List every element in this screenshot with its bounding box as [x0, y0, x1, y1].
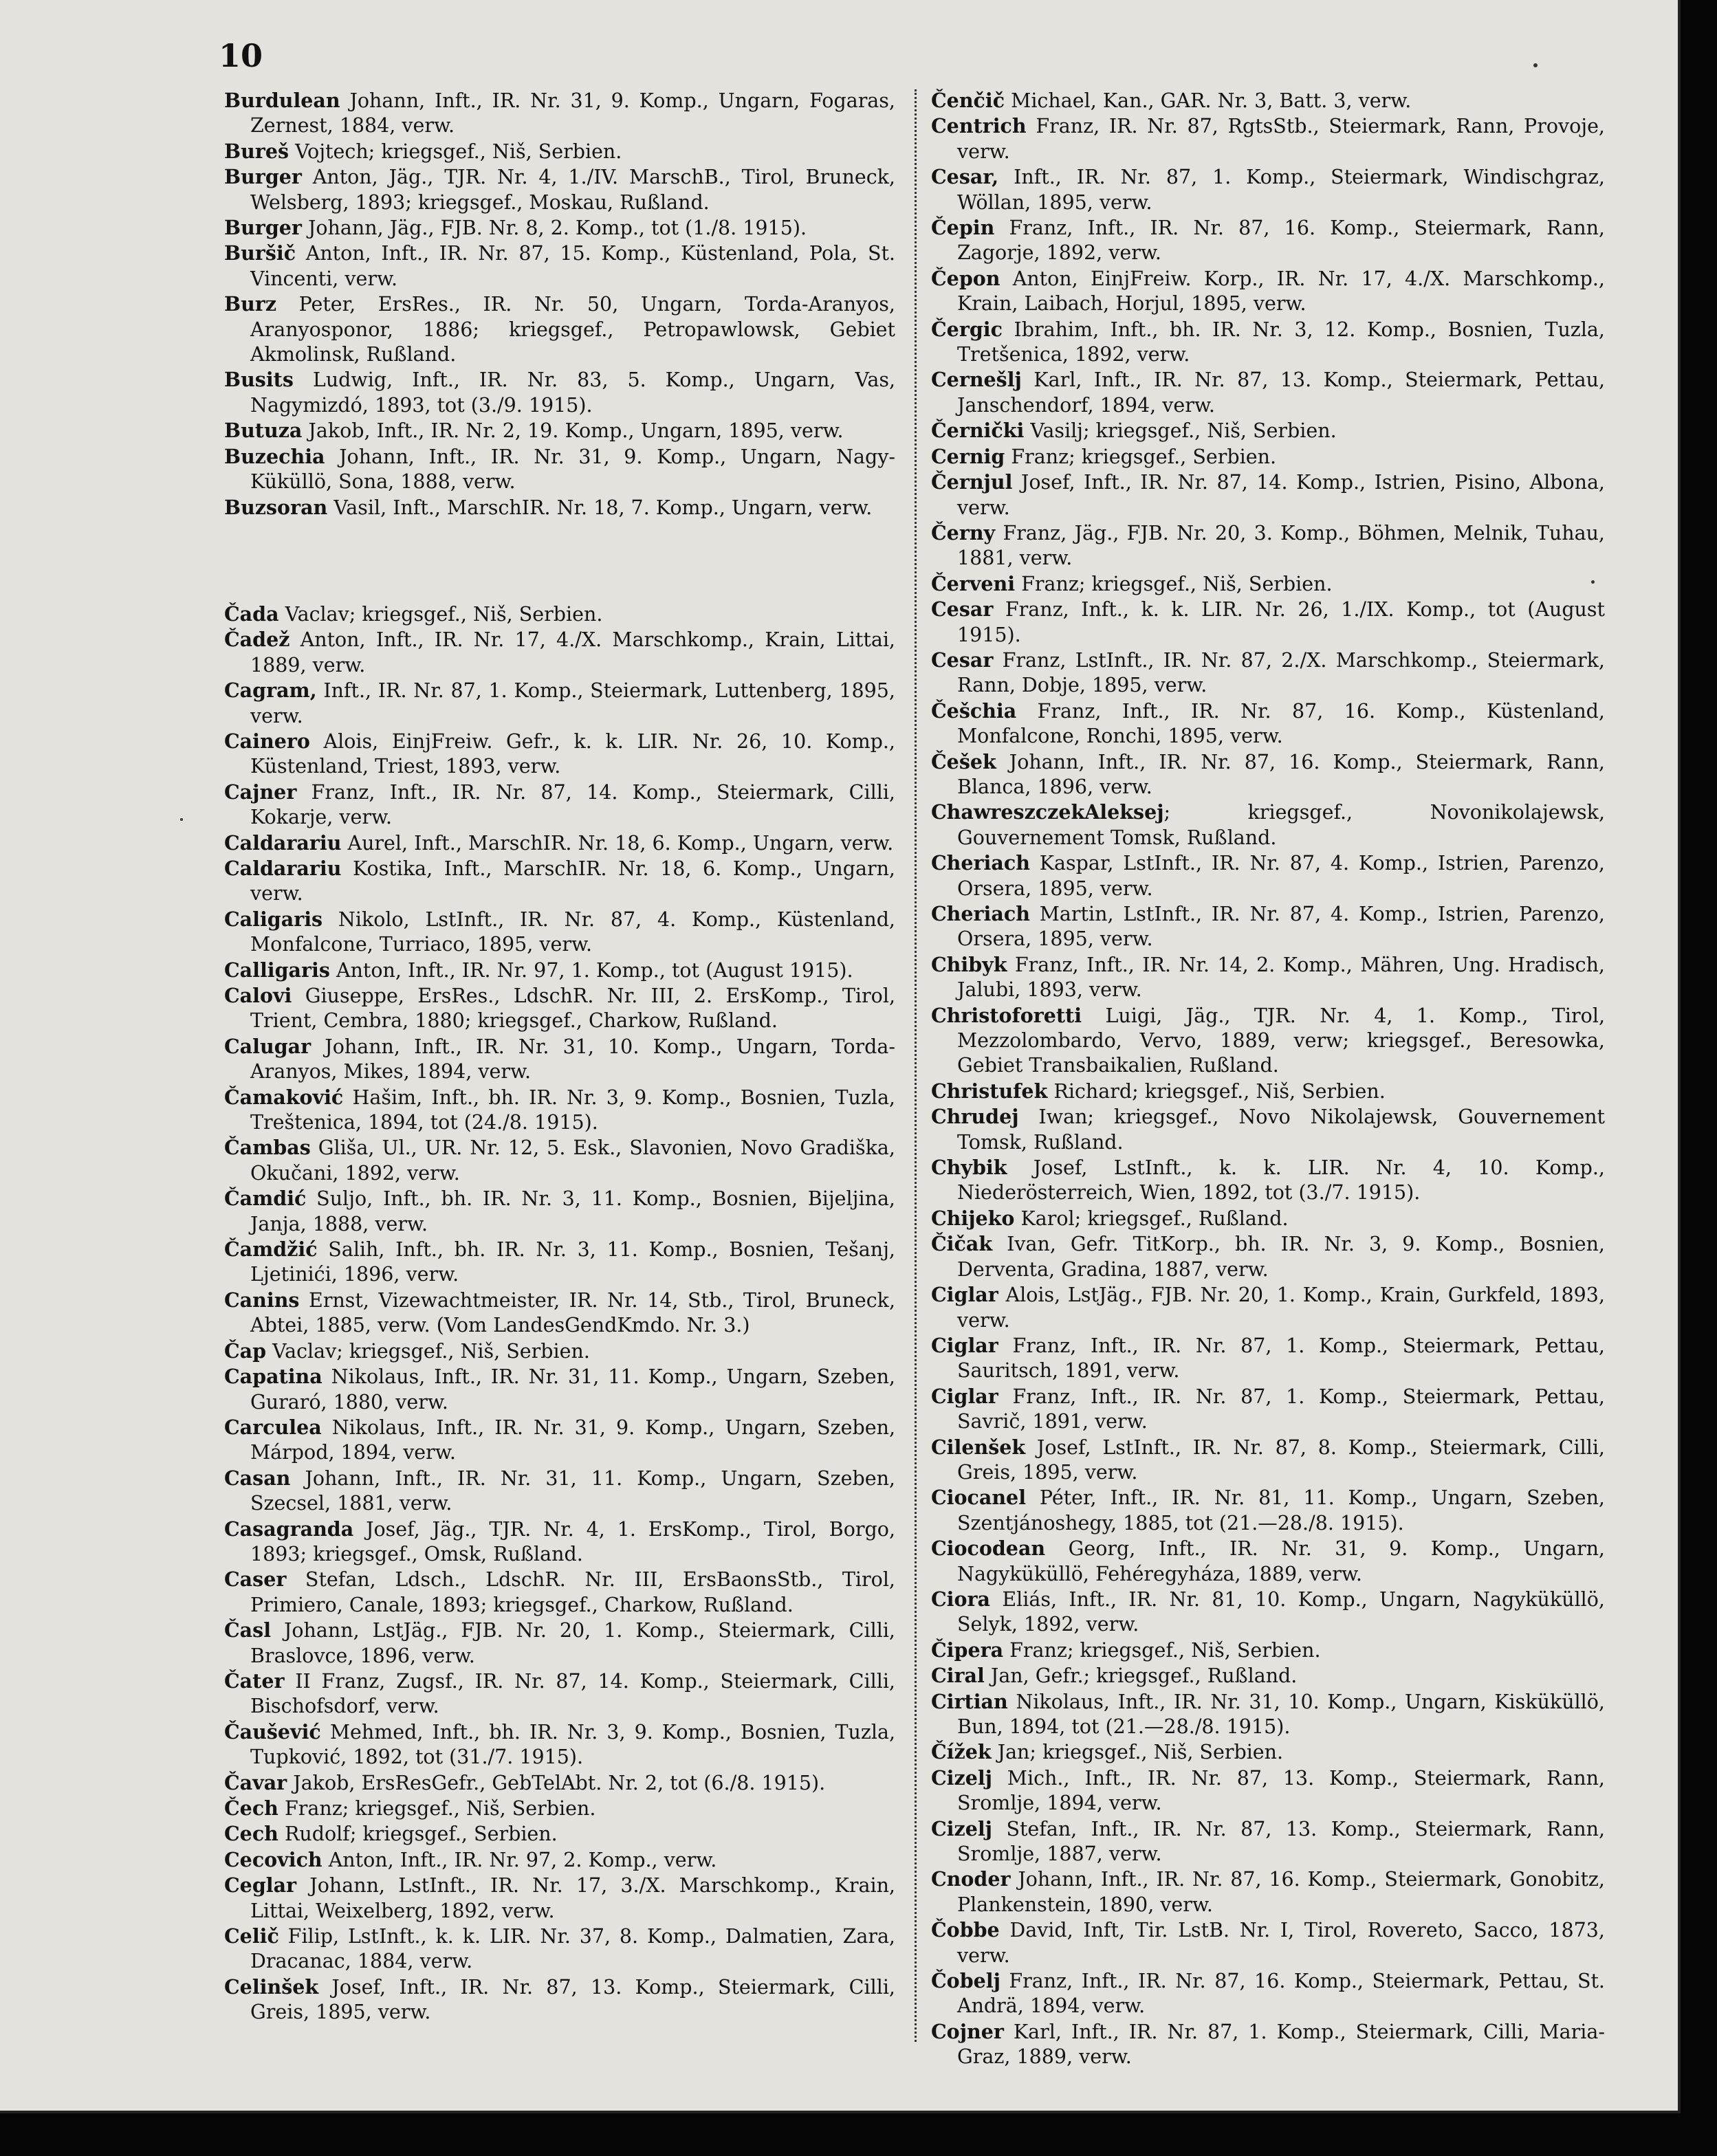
register-entry	[224, 1085, 895, 1136]
entry-details: Ernst, Vizewachtmeister, IR. Nr. 14, Stb., Tirol, Bruneck, Abtei, 1885, verw. (Vom LandesGendKmdo. Nr. 3.)	[250, 1288, 895, 1337]
entry-surname: Caldarariu	[224, 830, 342, 855]
register-entry	[931, 749, 1605, 800]
register-entry	[931, 1231, 1605, 1282]
register-entry	[931, 1333, 1605, 1384]
entry-surname: Capatina	[224, 1365, 322, 1389]
entry-surname: Calugar	[224, 1034, 311, 1058]
entry-surname: Černjul	[931, 470, 1013, 494]
entry-details: Franz, Inft., IR. Nr. 14, 2. Komp., Mähren, Ung. Hradisch, Jalubi, 1893, verw.	[957, 953, 1605, 1002]
register-entry	[931, 1816, 1605, 1867]
register-entry	[224, 1873, 895, 1924]
entry-surname: Canins	[224, 1288, 300, 1312]
entry-surname: Ciglar	[931, 1333, 998, 1357]
entry-details: Suljo, Inft., bh. IR. Nr. 3, 11. Komp., Bosnien, Bijeljina, Janja, 1888, verw.	[250, 1187, 895, 1235]
entry-details: Nikolo, LstInft., IR. Nr. 87, 4. Komp., Küstenland, Monfalcone, Turriaco, 1895, verw.	[250, 908, 895, 956]
entry-surname: Čadež	[224, 628, 290, 652]
register-entry	[224, 1770, 895, 1796]
register-entry	[931, 444, 1605, 470]
scan-edge-right	[1681, 0, 1717, 2156]
entry-surname: Cojner	[931, 2019, 1004, 2043]
register-entry	[224, 418, 895, 443]
entry-surname: Buršič	[224, 241, 296, 265]
entry-details: Michael, Kan., GAR. Nr. 3, Batt. 3, verw.	[1005, 89, 1412, 112]
entry-surname: Chibyk	[931, 952, 1007, 976]
register-entry	[931, 1917, 1605, 1968]
entry-surname: ChawreszczekAleksej	[931, 800, 1164, 824]
entry-surname: Chybik	[931, 1156, 1007, 1180]
entry-surname: Cirtian	[931, 1689, 1008, 1713]
register-entry	[224, 1186, 895, 1237]
register-entry	[931, 266, 1605, 317]
entry-details: Franz, Inft., IR. Nr. 87, 16. Komp., Steiermark, Rann, Zagorje, 1892, verw.	[957, 217, 1605, 265]
register-entry	[224, 958, 895, 983]
register-entry	[931, 88, 1605, 113]
entry-details: Mich., Inft., IR. Nr. 87, 13. Komp., Steiermark, Rann, Sromlje, 1894, verw.	[957, 1766, 1605, 1815]
entry-details: Franz, LstInft., IR. Nr. 87, 2./X. Marschkomp., Steiermark, Rann, Dobje, 1895, verw.	[957, 648, 1605, 697]
register-entry	[931, 648, 1605, 698]
entry-details: Rudolf; kriegsgef., Serbien.	[278, 1823, 558, 1846]
entry-details: Anton, EinjFreiw. Korp., IR. Nr. 17, 4./X. Marschkomp., Krain, Laibach, Horjul, 1895, verw.	[957, 267, 1605, 316]
entry-details: Georg, Inft., IR. Nr. 31, 9. Komp., Ungarn, Nagyküküllö, Fehéregyháza, 1889, verw.	[957, 1537, 1605, 1585]
entry-surname: Ciocodean	[931, 1537, 1046, 1561]
entry-details: Alois, LstJäg., FJB. Nr. 20, 1. Komp., Krain, Gurkfeld, 1893, verw.	[957, 1284, 1605, 1332]
entry-surname: Cheriach	[931, 902, 1030, 925]
register-entry	[931, 1485, 1605, 1536]
entry-details: Vaclav; kriegsgef., Niš, Serbien.	[266, 1339, 590, 1363]
entry-details: Josef, Inft., IR. Nr. 87, 14. Komp., Istrien, Pisino, Albona, verw.	[957, 471, 1605, 519]
register-entry	[224, 1847, 895, 1873]
entry-details: Franz; kriegsgef., Niš, Serbien.	[1003, 1638, 1321, 1662]
entry-surname: Časl	[224, 1618, 272, 1642]
entry-surname: Cech	[224, 1822, 278, 1846]
entry-surname: Cizelj	[931, 1766, 992, 1790]
register-entry	[931, 1536, 1605, 1587]
entry-surname: Bureš	[224, 139, 289, 163]
entry-surname: Buzsoran	[224, 495, 328, 519]
entry-surname: Černički	[931, 419, 1025, 443]
entry-surname: Čaušević	[224, 1719, 321, 1744]
entry-details: Josef, Jäg., TJR. Nr. 4, 1. ErsKomp., Tirol, Borgo, 1893; kriegsgef., Omsk, Rußland.	[250, 1517, 895, 1565]
entry-details: Vojtech; kriegsgef., Niš, Serbien.	[289, 140, 622, 163]
entry-details: II Franz, Zugsf., IR. Nr. 87, 14. Komp., Steiermark, Cilli, Bischofsdorf, verw.	[250, 1669, 895, 1718]
entry-surname: Čergic	[931, 317, 1003, 341]
entry-details: Franz; kriegsgef., Niš, Serbien.	[1015, 572, 1333, 595]
register-entry	[224, 830, 895, 856]
entry-details: Eliás, Inft., IR. Nr. 81, 10. Komp., Ungarn, Nagyküküllö, Selyk, 1892, verw.	[957, 1587, 1605, 1636]
entry-details: Jakob, Inft., IR. Nr. 2, 19. Komp., Ungarn, 1895, verw.	[302, 419, 844, 443]
entry-details: Johann, Inft., IR. Nr. 87, 16. Komp., Steiermark, Gonobitz, Plankenstein, 1890, verw.	[957, 1868, 1605, 1916]
entry-details: Inft., IR. Nr. 87, 1. Komp., Steiermark, Windischgraz, Wöllan, 1895, verw.	[957, 166, 1605, 214]
entry-surname: Chijeko	[931, 1206, 1015, 1230]
entry-surname: Čambas	[224, 1136, 311, 1160]
entry-surname: Češchia	[931, 698, 1017, 723]
entry-details: Anton, Inft., IR. Nr. 17, 4./X. Marschkomp., Krain, Littai, 1889, verw.	[250, 628, 895, 676]
entry-surname: Čamaković	[224, 1085, 344, 1109]
entry-details: Johann, Inft., IR. Nr. 31, 11. Komp., Ungarn, Szeben, Szecsel, 1881, verw.	[250, 1466, 895, 1515]
entry-surname: Čičak	[931, 1232, 993, 1256]
entry-details: Johann, LstInft., IR. Nr. 17, 3./X. Marschkomp., Krain, Littai, Weixelberg, 1892, verw.	[250, 1874, 895, 1922]
entry-surname: Burdulean	[224, 89, 340, 112]
entry-surname: Calovi	[224, 984, 292, 1007]
register-entry	[224, 139, 895, 164]
entry-surname: Čater	[224, 1669, 285, 1693]
entry-surname: Caldarariu	[224, 856, 342, 880]
entry-surname: Burger	[224, 165, 302, 189]
entry-details: Franz, Jäg., FJB. Nr. 20, 3. Komp., Böhmen, Melnik, Tuhau, 1881, verw.	[957, 521, 1605, 570]
entry-surname: Ceglar	[224, 1873, 297, 1898]
entry-details: Johann, Inft., IR. Nr. 87, 16. Komp., Steiermark, Rann, Blanca, 1896, verw.	[957, 750, 1605, 798]
page-number: 10	[219, 37, 263, 74]
entry-details: Vasilj; kriegsgef., Niš, Serbien.	[1024, 419, 1337, 443]
register-entry	[224, 729, 895, 780]
entry-details: Karl, Inft., IR. Nr. 87, 1. Komp., Steiermark, Cilli, Maria-Graz, 1889, verw.	[957, 2020, 1605, 2069]
entry-surname: Caligaris	[224, 907, 323, 931]
entry-details: David, Inft, Tir. LstB. Nr. I, Tirol, Rovereto, Sacco, 1873, verw.	[957, 1919, 1605, 1967]
register-entry	[931, 952, 1605, 1003]
entry-surname: Čobbe	[931, 1918, 1000, 1942]
register-entry	[224, 1034, 895, 1085]
entry-details: Luigi, Jäg., TJR. Nr. 4, 1. Komp., Tirol, Mezzolombardo, Vervo, 1889, verw; kriegsgef., Beresowka, Gebiet Transbaikalien, Rußland.	[957, 1004, 1605, 1077]
entry-surname: Butuza	[224, 419, 303, 443]
scan-speck	[180, 818, 183, 821]
entry-details: Ludwig, Inft., IR. Nr. 83, 5. Komp., Ungarn, Vas, Nagymizdó, 1893, tot (3./9. 1915).	[250, 368, 895, 417]
register-entry	[224, 1415, 895, 1466]
entry-surname: Carculea	[224, 1415, 322, 1439]
register-entry	[224, 1517, 895, 1568]
entry-details: Franz; kriegsgef., Niš, Serbien.	[278, 1797, 596, 1820]
register-entry	[224, 88, 895, 139]
entry-details: Ibrahim, Inft., bh. IR. Nr. 3, 12. Komp., Bosnien, Tuzla, Tretšenica, 1892, verw.	[957, 318, 1605, 366]
entry-details: Johann, Jäg., FJB. Nr. 8, 2. Komp., tot (1./8. 1915).	[301, 217, 807, 240]
register-entry	[224, 1974, 895, 2025]
entry-surname: Čech	[224, 1796, 278, 1820]
register-entry	[931, 1003, 1605, 1079]
entry-details: Iwan; kriegsgef., Novo Nikolajewsk, Gouvernement Tomsk, Rußland.	[957, 1106, 1605, 1154]
scan-speck	[1533, 63, 1538, 67]
register-entry	[931, 571, 1605, 597]
register-entry	[931, 1435, 1605, 1486]
entry-surname: Busits	[224, 368, 294, 392]
entry-surname: Červeni	[931, 571, 1016, 595]
entry-details: Anton, Inft., IR. Nr. 97, 2. Komp., verw.	[322, 1848, 717, 1871]
entry-details: Franz; kriegsgef., Serbien.	[1005, 445, 1277, 468]
entry-surname: Cizelj	[931, 1816, 992, 1840]
entry-surname: Buzechia	[224, 444, 325, 468]
register-entry	[931, 2019, 1605, 2070]
entry-details: Nikolaus, Inft., IR. Nr. 31, 10. Komp., Ungarn, Kisküküllö, Bun, 1894, tot (21.—28./8. 1915).	[957, 1690, 1605, 1738]
register-entry	[931, 1689, 1605, 1740]
register-entry	[224, 1288, 895, 1339]
register-entry	[931, 1384, 1605, 1435]
entry-details: Martin, LstInft., IR. Nr. 87, 4. Komp., Istrien, Parenzo, Orsera, 1895, verw.	[957, 903, 1605, 951]
entry-details: Vasil, Inft., MarschIR. Nr. 18, 7. Komp., Ungarn, verw.	[327, 496, 873, 519]
entry-details: Franz, Inft., IR. Nr. 87, 16. Komp., Küstenland, Monfalcone, Ronchi, 1895, verw.	[957, 699, 1605, 748]
entry-surname: Ciglar	[931, 1384, 998, 1408]
entry-surname: Čobelj	[931, 1969, 1000, 1993]
register-entry	[931, 850, 1605, 901]
register-entry	[931, 520, 1605, 571]
entry-surname: Čížek	[931, 1740, 992, 1764]
entry-surname: Christufek	[931, 1079, 1048, 1103]
scan-speck	[1591, 580, 1595, 584]
register-entry	[224, 444, 895, 495]
entry-surname: Centrich	[931, 114, 1027, 138]
entry-details: Nikolaus, Inft., IR. Nr. 31, 9. Komp., Ungarn, Szeben, Márpod, 1894, verw.	[250, 1416, 895, 1464]
entry-details: Ivan, Gefr. TitKorp., bh. IR. Nr. 3, 9. Komp., Bosnien, Derventa, Gradina, 1887, verw.	[957, 1233, 1605, 1281]
register-entry	[224, 907, 895, 958]
entry-details: Salih, Inft., bh. IR. Nr. 3, 11. Komp., Bosnien, Tešanj, Ljetinići, 1896, verw.	[250, 1238, 895, 1286]
register-entry	[224, 983, 895, 1034]
entry-details: Anton, Jäg., TJR. Nr. 4, 1./IV. MarschB., Tirol, Bruneck, Welsberg, 1893; kriegsgef., Moskau, Rußland.	[250, 166, 895, 214]
entry-surname: Cilenšek	[931, 1435, 1026, 1459]
entry-surname: Cheriach	[931, 851, 1030, 875]
register-entry	[931, 317, 1605, 368]
register-entry	[224, 780, 895, 830]
entry-details: Franz, IR. Nr. 87, RgtsStb., Steiermark, Rann, Provoje, verw.	[957, 115, 1605, 163]
register-entry	[931, 418, 1605, 443]
entry-details: Hašim, Inft., bh. IR. Nr. 3, 9. Komp., Bosnien, Tuzla, Treštenica, 1894, tot (24./8. 1915).	[250, 1086, 895, 1134]
register-entry	[224, 627, 895, 678]
entry-details: Kaspar, LstInft., IR. Nr. 87, 4. Komp., Istrien, Parenzo, Orsera, 1895, verw.	[957, 852, 1605, 900]
entry-surname: Cesar	[931, 597, 994, 622]
entry-surname: Cesar	[931, 648, 994, 672]
entry-details: Johann, LstJäg., FJB. Nr. 20, 1. Komp., Steiermark, Cilli, Braslovce, 1896, verw.	[250, 1619, 895, 1667]
entry-details: Kostika, Inft., MarschIR. Nr. 18, 6. Komp., Ungarn, verw.	[250, 857, 895, 905]
register-entry	[224, 495, 895, 520]
register-entry	[224, 215, 895, 241]
register-entry	[931, 1155, 1605, 1206]
entry-surname: Cnoder	[931, 1867, 1011, 1891]
entry-surname: Čavar	[224, 1770, 287, 1794]
register-entry	[931, 800, 1605, 850]
entry-surname: Češek	[931, 749, 996, 773]
entry-details: Josef, Inft., IR. Nr. 87, 13. Komp., Steiermark, Cilli, Greis, 1895, verw.	[250, 1975, 895, 2024]
entry-details: Franz, Inft., IR. Nr. 87, 1. Komp., Steiermark, Pettau, Sauritsch, 1891, verw.	[957, 1334, 1605, 1383]
register-entry	[931, 597, 1605, 648]
register-entry	[931, 1587, 1605, 1638]
entry-surname: Cagram,	[224, 679, 317, 703]
entry-surname: Celinšek	[224, 1974, 319, 1999]
register-entry	[224, 1135, 895, 1186]
register-entry	[931, 1766, 1605, 1816]
entry-surname: Christoforetti	[931, 1003, 1082, 1027]
register-entry	[224, 292, 895, 367]
entry-details: Péter, Inft., IR. Nr. 81, 11. Komp., Ungarn, Szeben, Szentjánoshegy, 1885, tot (21.—28./8. 1915).	[957, 1486, 1605, 1534]
entry-surname: Cernešlj	[931, 368, 1022, 392]
entry-details: Inft., IR. Nr. 87, 1. Komp., Steiermark, Luttenberg, 1895, verw.	[250, 679, 895, 727]
register-entry	[224, 1796, 895, 1821]
entry-details: ; kriegsgef., Novonikolajewsk, Gouvernement Tomsk, Rußland.	[957, 801, 1605, 849]
register-entry	[224, 241, 895, 292]
left-column	[224, 88, 895, 2025]
entry-details: Anton, Inft., IR. Nr. 87, 15. Komp., Küstenland, Pola, St. Vincenti, verw.	[250, 242, 895, 290]
register-entry	[931, 1104, 1605, 1155]
register-entry	[931, 1968, 1605, 2019]
register-entry	[931, 1079, 1605, 1104]
entry-details: Franz, Inft., k. k. LIR. Nr. 26, 1./IX. Komp., tot (August 1915).	[957, 598, 1605, 646]
entry-details: Vaclav; kriegsgef., Niš, Serbien.	[278, 602, 603, 626]
entry-details: Johann, Inft., IR. Nr. 31, 9. Komp., Ungarn, Nagy-Küküllö, Sona, 1888, verw.	[250, 445, 895, 494]
entry-surname: Čamdić	[224, 1187, 307, 1211]
entry-details: Anton, Inft., IR. Nr. 97, 1. Komp., tot (August 1915).	[329, 958, 853, 982]
register-entry	[224, 856, 895, 907]
entry-details: Jakob, ErsResGefr., GebTelAbt. Nr. 2, tot (6./8. 1915).	[287, 1771, 826, 1794]
register-entry	[224, 1924, 895, 1974]
register-entry	[224, 678, 895, 729]
entry-details: Josef, LstInft., k. k. LIR. Nr. 4, 10. Komp., Niederösterreich, Wien, 1892, tot (3./7. 1915).	[957, 1156, 1605, 1204]
entry-details: Stefan, Inft., IR. Nr. 87, 13. Komp., Steiermark, Rann, Sromlje, 1887, verw.	[957, 1817, 1605, 1866]
entry-surname: Cajner	[224, 780, 297, 804]
entry-details: Mehmed, Inft., bh. IR. Nr. 3, 9. Komp., Bosnien, Tuzla, Tupković, 1892, tot (31./7. 1915).	[250, 1720, 895, 1769]
entry-surname: Cernig	[931, 444, 1005, 468]
entry-details: Nikolaus, Inft., IR. Nr. 31, 11. Komp., Ungarn, Szeben, Guraró, 1880, verw.	[250, 1365, 895, 1414]
register-entry	[224, 1237, 895, 1288]
right-column	[931, 88, 1605, 2070]
entry-surname: Ciglar	[931, 1283, 998, 1307]
entry-details: Franz, Inft., IR. Nr. 87, 1. Komp., Steiermark, Pettau, Savrič, 1891, verw.	[957, 1385, 1605, 1433]
entry-surname: Čenčič	[931, 89, 1005, 112]
entry-surname: Casagranda	[224, 1517, 354, 1541]
entry-details: Alois, EinjFreiw. Gefr., k. k. LIR. Nr. 26, 10. Komp., Küstenland, Triest, 1893, verw.	[250, 729, 895, 778]
entry-surname: Čamdžić	[224, 1238, 318, 1262]
register-entry	[224, 1567, 895, 1618]
register-entry	[224, 602, 895, 627]
entry-details: Filip, LstInft., k. k. LIR. Nr. 37, 8. Komp., Dalmatien, Zara, Dracanac, 1884, verw.	[250, 1925, 895, 1973]
register-entry	[931, 1739, 1605, 1765]
register-entry	[931, 1206, 1605, 1231]
register-entry	[931, 1663, 1605, 1688]
entry-details: Karl, Inft., IR. Nr. 87, 13. Komp., Steiermark, Pettau, Janschendorf, 1894, verw.	[957, 368, 1605, 417]
entry-surname: Čepin	[931, 216, 995, 240]
register-entry	[931, 1282, 1605, 1333]
entry-details: Richard; kriegsgef., Niš, Serbien.	[1047, 1079, 1386, 1103]
entry-surname: Casan	[224, 1466, 291, 1490]
register-entry	[931, 113, 1605, 164]
entry-surname: Čap	[224, 1339, 267, 1363]
register-entry	[224, 1466, 895, 1517]
entry-details: Stefan, Ldsch., LdschR. Nr. III, ErsBaonsStb., Tirol, Primiero, Canale, 1893; kriegsgef., Charkow, Rußland.	[250, 1568, 895, 1616]
entry-surname: Caser	[224, 1568, 287, 1592]
scan-edge-bottom	[0, 2113, 1717, 2156]
entry-details: Jan, Gefr.; kriegsgef., Rußland.	[984, 1664, 1298, 1688]
entry-details: Aurel, Inft., MarschIR. Nr. 18, 6. Komp., Ungarn, verw.	[341, 831, 894, 855]
register-entry	[931, 1638, 1605, 1663]
entry-details: Franz, Inft., IR. Nr. 87, 14. Komp., Steiermark, Cilli, Kokarje, verw.	[250, 780, 895, 829]
register-entry	[224, 1339, 895, 1364]
entry-details: Johann, Inft., IR. Nr. 31, 10. Komp., Ungarn, Torda-Aranyos, Mikes, 1894, verw.	[250, 1035, 895, 1084]
entry-surname: Čepon	[931, 266, 1000, 290]
entry-surname: Ciral	[931, 1664, 985, 1688]
entry-surname: Černy	[931, 520, 996, 544]
entry-surname: Burz	[224, 292, 277, 316]
entry-surname: Calligaris	[224, 958, 330, 982]
entry-surname: Celič	[224, 1924, 279, 1948]
entry-surname: Chrudej	[931, 1105, 1019, 1129]
entry-details: Franz, Inft., IR. Nr. 87, 16. Komp., Steiermark, Pettau, St. Andrä, 1894, verw.	[957, 1970, 1605, 2018]
register-entry	[931, 901, 1605, 952]
section-gap	[224, 520, 895, 602]
register-entry	[224, 164, 895, 215]
register-entry	[931, 215, 1605, 266]
register-entry	[224, 367, 895, 418]
entry-details: Giuseppe, ErsRes., LdschR. Nr. III, 2. ErsKomp., Tirol, Trient, Cembra, 1880; kriegsgef., Charkow, Rußland.	[250, 984, 895, 1033]
entry-details: Gliša, Ul., UR. Nr. 12, 5. Esk., Slavonien, Novo Gradiška, Okučani, 1892, verw.	[250, 1136, 895, 1185]
register-entry	[224, 1364, 895, 1415]
entry-surname: Čipera	[931, 1638, 1004, 1662]
entry-surname: Ciocanel	[931, 1486, 1027, 1510]
register-entry	[931, 367, 1605, 418]
entry-details: Johann, Inft., IR. Nr. 31, 9. Komp., Ungarn, Fogaras, Zernest, 1884, verw.	[250, 89, 895, 138]
entry-surname: Ciora	[931, 1587, 991, 1611]
entry-details: Josef, LstInft., IR. Nr. 87, 8. Komp., Steiermark, Cilli, Greis, 1895, verw.	[957, 1436, 1605, 1484]
register-entry	[931, 1867, 1605, 1917]
entry-surname: Cesar,	[931, 165, 999, 189]
column-divider	[915, 89, 917, 2042]
register-entry	[224, 1669, 895, 1719]
register-entry	[224, 1821, 895, 1847]
entry-surname: Cainero	[224, 729, 310, 753]
entry-surname: Čada	[224, 602, 279, 626]
register-entry	[224, 1719, 895, 1770]
register-entry	[931, 164, 1605, 215]
entry-details: Karol; kriegsgef., Rußland.	[1014, 1207, 1289, 1230]
entry-details: Jan; kriegsgef., Niš, Serbien.	[991, 1741, 1284, 1764]
register-entry	[224, 1618, 895, 1669]
entry-surname: Burger	[224, 216, 302, 240]
register-entry	[931, 698, 1605, 749]
register-entry	[931, 470, 1605, 520]
entry-surname: Cecovich	[224, 1847, 322, 1871]
entry-details: Peter, ErsRes., IR. Nr. 50, Ungarn, Torda-Aranyos, Aranyosponor, 1886; kriegsgef., Petropawlowsk, Gebiet Akmolinsk, Rußland.	[250, 293, 895, 366]
